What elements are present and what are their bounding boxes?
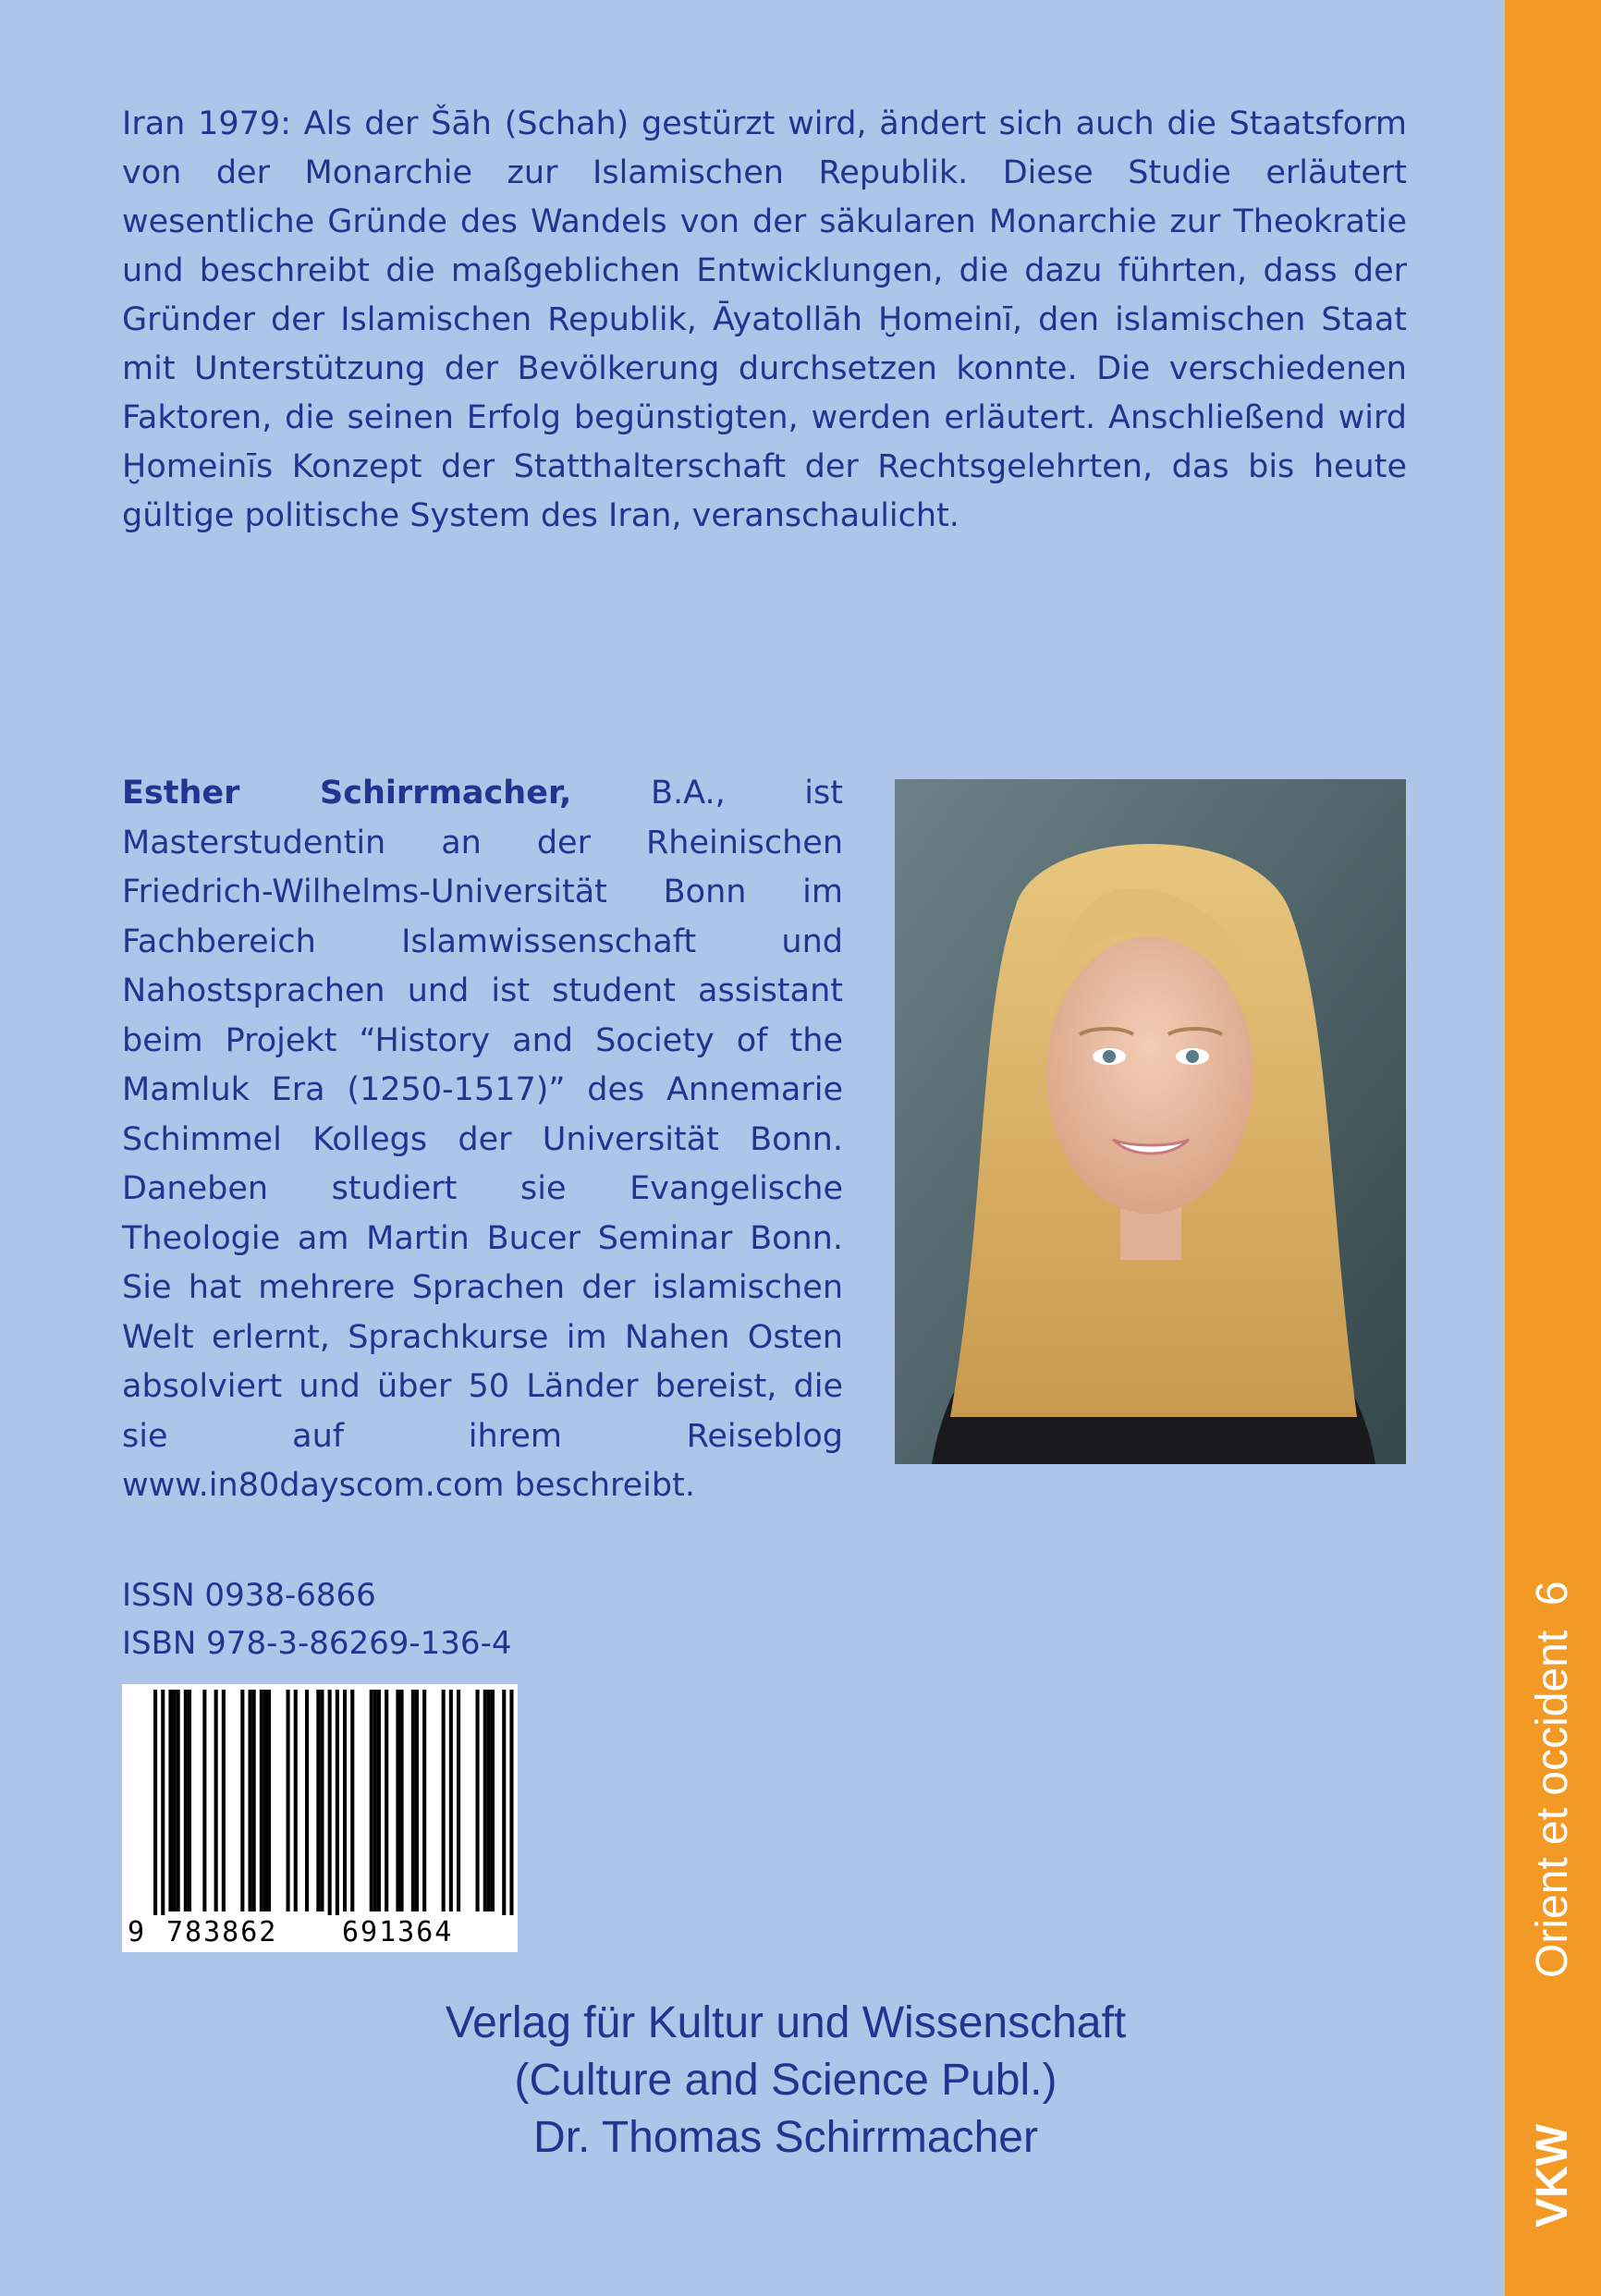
- barcode-bar: [249, 1690, 252, 1911]
- barcode-digits: [122, 1915, 518, 1950]
- barcode-bar: [153, 1690, 157, 1947]
- identifiers: [122, 1571, 511, 1667]
- publisher-english-name: (Culture and Science Publ.): [514, 2056, 1057, 2105]
- isbn-barcode: [122, 1684, 518, 1952]
- author-name: Esther Schirrmacher,: [122, 775, 572, 812]
- barcode-bar: [476, 1690, 480, 1911]
- author-photo: [895, 779, 1406, 1464]
- publisher-name: Verlag für Kultur und Wissenschaft: [445, 1998, 1127, 2047]
- barcode-bar: [316, 1690, 320, 1911]
- barcode-bar: [442, 1690, 446, 1911]
- barcode-bar: [168, 1690, 172, 1911]
- spine-publisher-abbrev: VKW: [1528, 2124, 1577, 2228]
- barcode-bar: [161, 1690, 165, 1947]
- spine-series-title: Orient et occident 6: [1528, 1581, 1577, 1978]
- barcode-bar: [263, 1690, 267, 1911]
- blurb-text: Iran 1979: Als der Šāh (Schah) gestürzt wird, ändert sich auch die Staatsform von der Monarchie zur Islamischen Republik. Diese Studie erläutert wesentliche Gründe des Wandels von der säkularen Monarchie zur Theokratie und beschreibt die maßgeblichen Entwicklungen, die dazu führten, dass der Gründer der Islamischen Republik, Āyatollāh Ḫomeinī, den islamischen Staat mit Unterstützung der Bevölkerung durchsetzen konnte. Die verschiedenen Faktoren, die seinen Erfolg begünstigten, werden erläutert. Anschließend wird Ḫomeinīs Konzept der Statthalterschaft der Rechtsgelehrten, das bis heute gültige politische System des Iran, veranschaulicht.: [122, 105, 1407, 534]
- barcode-bar: [370, 1690, 373, 1911]
- barcode-right-group: 691364: [342, 1916, 454, 1948]
- barcode-bar: [240, 1690, 244, 1911]
- barcode-bar: [188, 1690, 191, 1911]
- issn-label: ISSN 0938-6866: [122, 1577, 376, 1614]
- barcode-bar: [202, 1690, 206, 1911]
- barcode-bar: [252, 1690, 256, 1911]
- barcode-bar: [184, 1690, 188, 1911]
- publisher-block: [351, 1995, 1220, 2167]
- barcode-bar: [214, 1690, 218, 1911]
- barcode-bar: [350, 1690, 354, 1911]
- barcode-bar: [336, 1690, 339, 1947]
- publisher-editor: Dr. Thomas Schirrmacher: [533, 2113, 1038, 2162]
- barcode-bar: [294, 1690, 298, 1911]
- barcode-bar: [260, 1690, 263, 1911]
- barcode-bar: [487, 1690, 491, 1911]
- barcode-bar: [457, 1690, 460, 1911]
- barcode-bar: [287, 1690, 290, 1911]
- author-bio-text: B.A., ist Masterstudentin an der Rheinischen Friedrich-Wilhelms-Universität Bonn im Fachbereich Islamwissenschaft und Nahostsprachen und ist student assistant beim Projekt “History and Society of the Mamluk Era (1250-1517)” des Annemarie Schimmel Kollegs der Universität Bonn. Daneben studiert sie Evangelische Theologie am Martin Bucer Seminar Bonn. Sie hat mehrere Sprachen der islamischen Welt erlernt, Sprachkurse im Nahen Osten absolviert und über 50 Länder bereist, die sie auf ihrem Reiseblog www.in80dayscom.com beschreibt.: [122, 775, 843, 1504]
- barcode-bar: [267, 1690, 271, 1911]
- barcode-bar: [483, 1690, 487, 1911]
- barcode-bar: [396, 1690, 399, 1911]
- barcode-bar: [385, 1690, 388, 1911]
- barcode-left-group: 783862: [166, 1916, 278, 1948]
- barcode-bar: [320, 1690, 324, 1911]
- barcode-bar: [422, 1690, 426, 1911]
- isbn-label: ISBN 978-3-86269-136-4: [122, 1625, 512, 1662]
- barcode-bar: [373, 1690, 377, 1911]
- barcode-bar: [415, 1690, 419, 1911]
- author-bio: [122, 769, 843, 1511]
- barcode-bar: [400, 1690, 404, 1911]
- barcode-bar: [449, 1690, 453, 1911]
- barcode-bar: [411, 1690, 415, 1911]
- barcode-bar: [177, 1690, 180, 1911]
- barcode-bar: [305, 1690, 309, 1911]
- barcode-bar: [343, 1690, 347, 1911]
- barcode-first-digit: 9: [128, 1916, 145, 1948]
- barcode-bar: [222, 1690, 226, 1911]
- barcode-bar: [328, 1690, 332, 1947]
- barcode-bar: [377, 1690, 381, 1911]
- barcode-bar: [173, 1690, 177, 1911]
- barcode-bar: [502, 1690, 506, 1947]
- barcode-bar: [509, 1690, 513, 1947]
- barcode-bars: [122, 1684, 518, 1952]
- barcode-bar: [491, 1690, 495, 1911]
